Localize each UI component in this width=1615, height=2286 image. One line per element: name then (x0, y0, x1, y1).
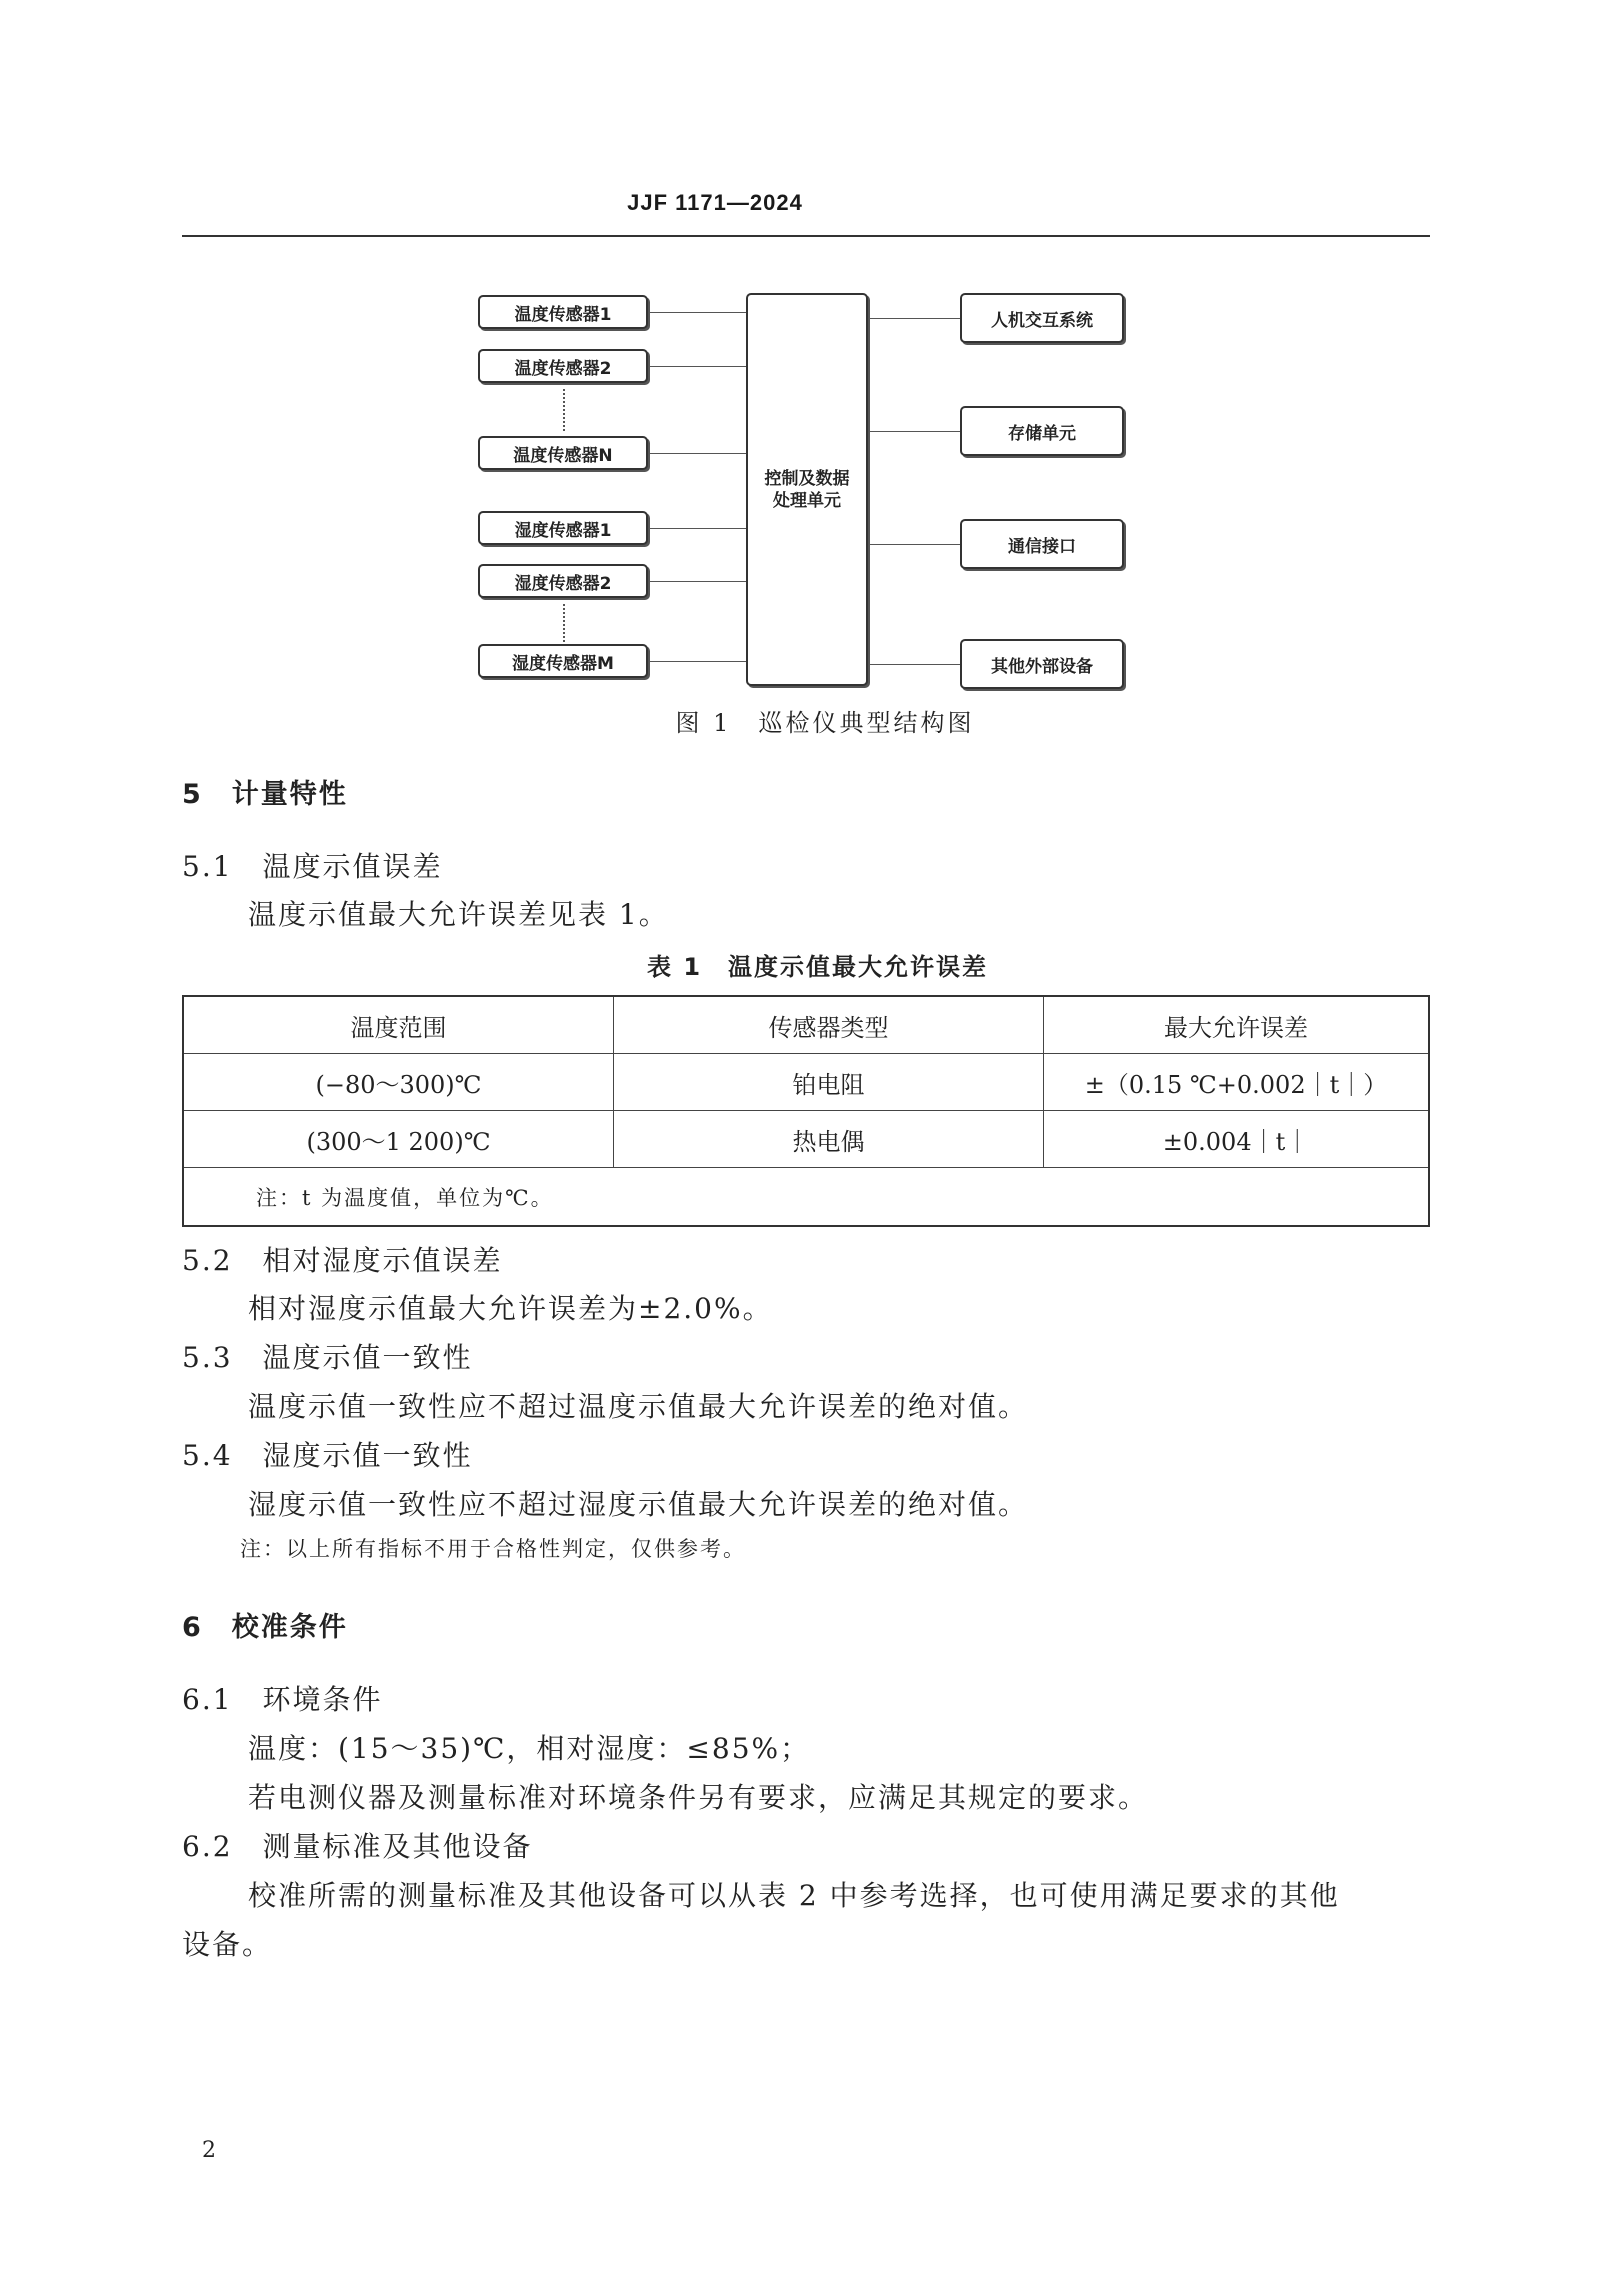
table-cell: 热电偶 (614, 1111, 1044, 1168)
connector-line (648, 453, 746, 454)
section-5-heading: 5 计量特性 (182, 779, 348, 810)
subsection-5-4-body: 湿度示值一致性应不超过湿度示值最大允许误差的绝对值。 (248, 1488, 1029, 1521)
control-unit-box: 控制及数据处理单元 (746, 293, 868, 686)
table-header-row (183, 996, 1429, 1054)
page-number: 2 (202, 2138, 216, 2163)
subsection-5-3-heading: 5.3 温度示值一致性 (182, 1341, 473, 1374)
hum-sensor-1-box: 湿度传感器1 (478, 511, 648, 545)
subsection-6-1-line-1: 温度：(15～35)℃，相对湿度：≤85%； (248, 1732, 811, 1765)
table-note-row (183, 1168, 1429, 1227)
connector-line (648, 312, 746, 313)
table-cell: (300～1 200)℃ (183, 1111, 614, 1168)
connector-line (868, 544, 960, 545)
external-device-box: 其他外部设备 (960, 639, 1124, 689)
subsection-5-2-body: 相对湿度示值最大允许误差为±2.0%。 (248, 1292, 773, 1325)
temp-sensor-1-box: 温度传感器1 (478, 295, 648, 329)
subsection-5-1-body: 温度示值最大允许误差见表 1。 (248, 898, 669, 931)
subsection-5-2-heading: 5.2 相对湿度示值误差 (182, 1244, 503, 1277)
structure-diagram (470, 285, 1150, 715)
table-1 (182, 995, 1430, 1227)
storage-unit-box: 存储单元 (960, 406, 1124, 456)
ellipsis-dots (563, 604, 565, 642)
table-header-cell: 最大允许误差 (1044, 996, 1430, 1054)
table-cell: ±0.004｜t｜ (1044, 1111, 1430, 1168)
hum-sensor-m-box: 湿度传感器M (478, 644, 648, 678)
connector-line (868, 318, 960, 319)
connector-line (868, 431, 960, 432)
section-5-note: 注：以上所有指标不用于合格性判定，仅供参考。 (240, 1537, 746, 1561)
subsection-6-2-heading: 6.2 测量标准及其他设备 (182, 1830, 533, 1863)
subsection-5-1-heading: 5.1 温度示值误差 (182, 850, 443, 883)
table-cell: 铂电阻 (614, 1054, 1044, 1111)
hmi-system-box: 人机交互系统 (960, 293, 1124, 343)
comm-interface-box: 通信接口 (960, 519, 1124, 569)
subsection-6-1-line-2: 若电测仪器及测量标准对环境条件另有要求，应满足其规定的要求。 (248, 1781, 1149, 1814)
subsection-5-4-heading: 5.4 湿度示值一致性 (182, 1439, 473, 1472)
figure-caption: 图 1 巡检仪典型结构图 (675, 709, 975, 737)
temp-sensor-2-box: 温度传感器2 (478, 349, 648, 383)
connector-line (648, 366, 746, 367)
temp-sensor-n-box: 温度传感器N (478, 436, 648, 470)
table-header-cell: 温度范围 (183, 996, 614, 1054)
subsection-6-1-heading: 6.1 环境条件 (182, 1683, 383, 1716)
header-rule (182, 235, 1430, 237)
hum-sensor-2-box: 湿度传感器2 (478, 564, 648, 598)
subsection-6-2-line-1: 校准所需的测量标准及其他设备可以从表 2 中参考选择，也可使用满足要求的其他 (248, 1879, 1340, 1912)
standard-code-header: JJF 1171—2024 (627, 190, 803, 215)
ellipsis-dots (563, 389, 565, 431)
connector-line (648, 661, 746, 662)
table-note: 注：t 为温度值，单位为℃。 (183, 1168, 1429, 1227)
table-cell: ±（0.15 ℃+0.002｜t｜） (1044, 1054, 1430, 1111)
subsection-6-2-line-2: 设备。 (182, 1928, 273, 1961)
section-6-heading: 6 校准条件 (182, 1612, 348, 1643)
table-header-cell: 传感器类型 (614, 996, 1044, 1054)
connector-line (868, 664, 960, 665)
connector-line (648, 528, 746, 529)
table-1-title: 表 1 温度示值最大允许误差 (646, 953, 989, 981)
table-row (183, 1111, 1429, 1168)
table-row (183, 1054, 1429, 1111)
table-cell: (−80～300)℃ (183, 1054, 614, 1111)
subsection-5-3-body: 温度示值一致性应不超过温度示值最大允许误差的绝对值。 (248, 1390, 1029, 1423)
connector-line (648, 581, 746, 582)
